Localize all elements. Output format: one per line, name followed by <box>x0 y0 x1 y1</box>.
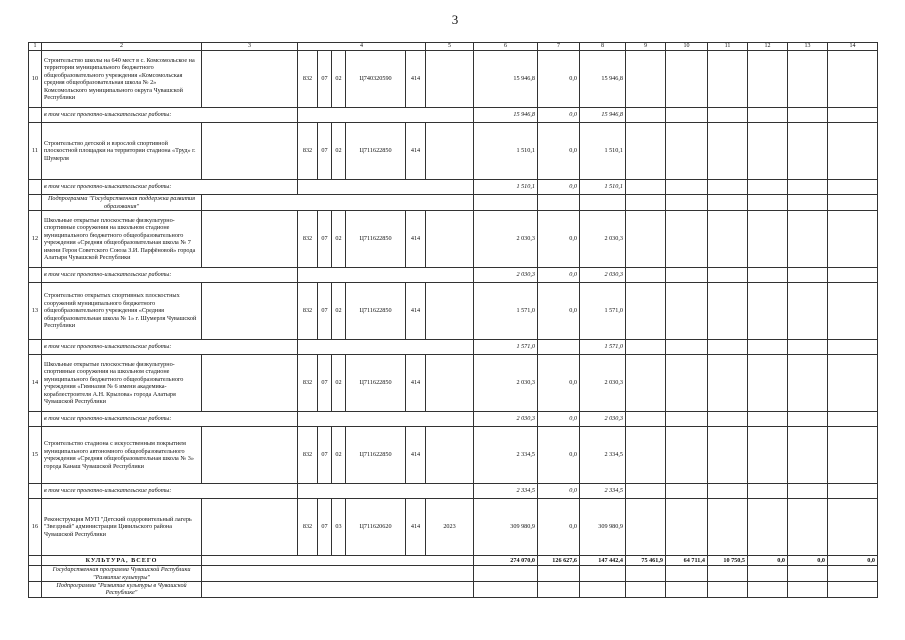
col3-cell <box>202 499 298 556</box>
rz-code: 07 <box>318 123 332 180</box>
csr-code: Ц711622850 <box>346 283 406 340</box>
value-cell: 0,0 <box>538 499 580 556</box>
header-cell: 8 <box>580 43 626 51</box>
value-cell <box>666 123 708 180</box>
empty-cell <box>538 195 580 211</box>
value-cell: 2 334,5 <box>474 427 538 484</box>
empty-cell <box>626 268 666 283</box>
empty-cell <box>474 581 538 597</box>
value-cell <box>626 123 666 180</box>
vr-code: 414 <box>406 499 426 556</box>
value-cell: 1 571,0 <box>474 283 538 340</box>
vr-code: 414 <box>406 123 426 180</box>
table-row <box>29 211 878 268</box>
value-cell <box>426 51 474 108</box>
empty-cell <box>298 180 474 195</box>
value-cell <box>828 51 878 108</box>
col3-cell <box>202 51 298 108</box>
empty-cell <box>202 581 474 597</box>
header-row <box>29 43 878 51</box>
program-row <box>29 581 878 597</box>
empty-cell <box>474 195 538 211</box>
empty-cell <box>788 484 828 499</box>
empty-cell <box>748 268 788 283</box>
value-cell <box>748 355 788 412</box>
subtotal-row <box>29 108 878 123</box>
header-cell: 9 <box>626 43 666 51</box>
value-cell <box>788 211 828 268</box>
empty-cell <box>626 340 666 355</box>
empty-cell <box>666 566 708 582</box>
empty-cell <box>298 340 474 355</box>
value-cell: 1 571,0 <box>474 340 538 355</box>
table-row <box>29 499 878 556</box>
csr-code: Ц711622850 <box>346 211 406 268</box>
empty-cell <box>748 566 788 582</box>
empty-cell <box>626 195 666 211</box>
value-cell <box>748 283 788 340</box>
empty-cell <box>748 108 788 123</box>
col3-cell <box>202 427 298 484</box>
pr-code: 02 <box>332 123 346 180</box>
empty-cell <box>828 484 878 499</box>
empty-cell <box>580 195 626 211</box>
value-cell: 274 070,0 <box>474 556 538 566</box>
col3-cell <box>202 123 298 180</box>
value-cell: 15 946,8 <box>474 51 538 108</box>
value-cell: 0,0 <box>538 268 580 283</box>
value-cell <box>708 51 748 108</box>
value-cell <box>788 355 828 412</box>
value-cell: 0,0 <box>538 123 580 180</box>
pr-code: 02 <box>332 355 346 412</box>
row-number: 14 <box>29 355 42 412</box>
value-cell: 0,0 <box>788 556 828 566</box>
value-cell: 2 334,5 <box>580 427 626 484</box>
header-cell: 1 <box>29 43 42 51</box>
header-cell: 13 <box>788 43 828 51</box>
empty-cell <box>202 556 474 566</box>
empty-cell <box>666 108 708 123</box>
empty-cell <box>708 195 748 211</box>
gr-code: 832 <box>298 211 318 268</box>
value-cell: 147 442,4 <box>580 556 626 566</box>
csr-code: Ц711620620 <box>346 499 406 556</box>
empty-cell <box>666 412 708 427</box>
value-cell: 0,0 <box>538 51 580 108</box>
table-row <box>29 427 878 484</box>
rz-code: 07 <box>318 427 332 484</box>
value-cell <box>828 427 878 484</box>
value-cell <box>708 123 748 180</box>
value-cell <box>748 51 788 108</box>
value-cell <box>708 499 748 556</box>
value-cell <box>426 283 474 340</box>
value-cell <box>828 211 878 268</box>
empty-cell <box>748 180 788 195</box>
value-cell <box>666 427 708 484</box>
subtotal-label: в том числе проектно-изыскательские работы: <box>42 180 298 195</box>
csr-code: Ц711622850 <box>346 355 406 412</box>
value-cell <box>426 211 474 268</box>
empty-cell <box>626 108 666 123</box>
empty-cell <box>788 180 828 195</box>
table-row <box>29 283 878 340</box>
value-cell <box>666 355 708 412</box>
value-cell <box>788 283 828 340</box>
csr-code: Ц711622850 <box>346 123 406 180</box>
object-name: Школьные открытые плоскостные физкультурно-спортивные сооружения на школьном стадионе муниципального бюджетного общеобразовательного учреждения «Гимназия № 6 имени академика-кораблестроителя А.Н. Крылова» города Алатыря Чувашской Республики <box>42 355 202 412</box>
header-cell: 12 <box>748 43 788 51</box>
value-cell: 2 030,3 <box>580 355 626 412</box>
empty-cell <box>202 195 474 211</box>
table-row <box>29 51 878 108</box>
value-cell: 0,0 <box>748 556 788 566</box>
value-cell <box>828 123 878 180</box>
empty-cell <box>29 195 42 211</box>
empty-cell <box>828 108 878 123</box>
value-cell: 10 750,5 <box>708 556 748 566</box>
empty-cell <box>538 566 580 582</box>
value-cell: 2 030,3 <box>580 412 626 427</box>
vr-code: 414 <box>406 283 426 340</box>
gr-code: 832 <box>298 123 318 180</box>
empty-cell <box>626 484 666 499</box>
empty-cell <box>748 581 788 597</box>
value-cell <box>626 211 666 268</box>
empty-cell <box>708 180 748 195</box>
subtotal-label: в том числе проектно-изыскательские работы: <box>42 412 298 427</box>
value-cell: 1 571,0 <box>580 283 626 340</box>
value-cell: 2 030,3 <box>580 268 626 283</box>
gr-code: 832 <box>298 51 318 108</box>
empty-cell <box>298 108 474 123</box>
empty-cell <box>708 268 748 283</box>
subtotal-row <box>29 180 878 195</box>
empty-cell <box>788 340 828 355</box>
value-cell: 2 334,5 <box>474 484 538 499</box>
value-cell: 0,0 <box>538 355 580 412</box>
empty-cell <box>298 268 474 283</box>
value-cell: 2 030,3 <box>474 355 538 412</box>
total-label: КУЛЬТУРА, ВСЕГО <box>42 556 202 566</box>
object-name: Школьные открытые плоскостные физкультурно-спортивные сооружения на школьном стадионе муниципального бюджетного общеобразовательного учреждения «Средняя общеобразовательная школа № 7 имени Героя Советского Союза З.И. Парфёновой» города Алатыря Чувашской Республики <box>42 211 202 268</box>
value-cell: 126 627,6 <box>538 556 580 566</box>
object-name: Реконструкция МУП "Детский оздоровительный лагерь "Звездный" администрации Цивильского района Чувашской Республики <box>42 499 202 556</box>
empty-cell <box>708 484 748 499</box>
value-cell <box>426 123 474 180</box>
value-cell <box>708 355 748 412</box>
value-cell: 309 980,9 <box>474 499 538 556</box>
empty-cell <box>788 581 828 597</box>
rz-code: 07 <box>318 51 332 108</box>
table-body <box>29 43 878 598</box>
empty-cell <box>828 268 878 283</box>
subtotal-label: в том числе проектно-изыскательские работы: <box>42 268 298 283</box>
pr-code: 03 <box>332 499 346 556</box>
empty-cell <box>748 484 788 499</box>
row-number: 10 <box>29 51 42 108</box>
gr-code: 832 <box>298 283 318 340</box>
empty-cell <box>298 484 474 499</box>
gr-code: 832 <box>298 499 318 556</box>
empty-cell <box>828 340 878 355</box>
empty-cell <box>788 108 828 123</box>
subtotal-label: в том числе проектно-изыскательские работы: <box>42 108 298 123</box>
value-cell: 2023 <box>426 499 474 556</box>
empty-cell <box>29 412 42 427</box>
value-cell: 2 030,3 <box>474 211 538 268</box>
header-cell: 5 <box>426 43 474 51</box>
value-cell: 2 030,3 <box>580 211 626 268</box>
header-cell: 7 <box>538 43 580 51</box>
value-cell: 1 510,1 <box>580 180 626 195</box>
empty-cell <box>708 566 748 582</box>
empty-cell <box>626 581 666 597</box>
program-label: Государственная программа Чувашской Республики "Развитие культуры" <box>42 566 202 582</box>
value-cell <box>748 499 788 556</box>
subtotal-row <box>29 340 878 355</box>
empty-cell <box>474 566 538 582</box>
vr-code: 414 <box>406 51 426 108</box>
subtotal-label: в том числе проектно-изыскательские работы: <box>42 484 298 499</box>
value-cell <box>626 51 666 108</box>
empty-cell <box>788 268 828 283</box>
empty-cell <box>29 581 42 597</box>
rz-code: 07 <box>318 355 332 412</box>
value-cell: 1 510,1 <box>580 123 626 180</box>
value-cell: 0,0 <box>538 484 580 499</box>
row-number: 11 <box>29 123 42 180</box>
col3-cell <box>202 283 298 340</box>
col3-cell <box>202 355 298 412</box>
value-cell: 0,0 <box>538 283 580 340</box>
value-cell <box>788 51 828 108</box>
empty-cell <box>29 340 42 355</box>
table-row <box>29 355 878 412</box>
empty-cell <box>828 180 878 195</box>
value-cell <box>666 499 708 556</box>
empty-cell <box>708 108 748 123</box>
empty-cell <box>666 581 708 597</box>
value-cell <box>626 355 666 412</box>
subtotal-row <box>29 484 878 499</box>
value-cell <box>788 123 828 180</box>
empty-cell <box>666 195 708 211</box>
value-cell <box>828 355 878 412</box>
empty-cell <box>666 268 708 283</box>
subtotal-row <box>29 268 878 283</box>
empty-cell <box>29 180 42 195</box>
empty-cell <box>828 412 878 427</box>
gr-code: 832 <box>298 427 318 484</box>
value-cell <box>708 283 748 340</box>
value-cell: 0,0 <box>538 427 580 484</box>
col3-cell <box>202 211 298 268</box>
value-cell: 15 946,8 <box>474 108 538 123</box>
value-cell: 15 946,8 <box>580 51 626 108</box>
empty-cell <box>708 340 748 355</box>
empty-cell <box>29 566 42 582</box>
vr-code: 414 <box>406 355 426 412</box>
empty-cell <box>626 566 666 582</box>
empty-cell <box>666 180 708 195</box>
object-name: Строительство школы на 640 мест в с. Комсомольское на территории муниципального бюджетного общеобразовательного учреждения «Комсомольская средняя общеобразовательная школа № 2» Комсомольского муниципального округа Чувашской Республики <box>42 51 202 108</box>
value-cell: 0,0 <box>538 211 580 268</box>
value-cell: 2 030,3 <box>474 268 538 283</box>
header-cell: 10 <box>666 43 708 51</box>
empty-cell <box>748 340 788 355</box>
pr-code: 02 <box>332 51 346 108</box>
total-row <box>29 556 878 566</box>
row-number: 13 <box>29 283 42 340</box>
value-cell: 0,0 <box>538 108 580 123</box>
empty-cell <box>538 581 580 597</box>
object-name: Строительство детской и взрослой спортивной плоскостной площадки на территории стадиона «Труд» г. Шумерля <box>42 123 202 180</box>
program-label: Подпрограмма "Развитие культуры в Чувашской Республике" <box>42 581 202 597</box>
value-cell: 1 571,0 <box>580 340 626 355</box>
page-number: 3 <box>451 12 459 27</box>
value-cell <box>788 427 828 484</box>
value-cell <box>666 51 708 108</box>
pr-code: 02 <box>332 427 346 484</box>
empty-cell <box>748 412 788 427</box>
value-cell: 75 461,9 <box>626 556 666 566</box>
csr-code: Ц740320590 <box>346 51 406 108</box>
empty-cell <box>298 412 474 427</box>
object-name: Строительство открытых спортивных плоскостных сооружений муниципального бюджетного общеобразовательного учреждения «Средняя общеобразовательная школа № 1» г. Шумерля Чувашской Республики <box>42 283 202 340</box>
empty-cell <box>828 566 878 582</box>
value-cell <box>828 499 878 556</box>
rz-code: 07 <box>318 211 332 268</box>
value-cell <box>666 283 708 340</box>
row-number: 15 <box>29 427 42 484</box>
vr-code: 414 <box>406 211 426 268</box>
empty-cell <box>828 195 878 211</box>
empty-cell <box>828 581 878 597</box>
value-cell <box>626 283 666 340</box>
program-row <box>29 566 878 582</box>
value-cell <box>748 211 788 268</box>
header-cell: 14 <box>828 43 878 51</box>
value-cell <box>426 427 474 484</box>
row-number: 12 <box>29 211 42 268</box>
header-cell: 6 <box>474 43 538 51</box>
value-cell <box>748 427 788 484</box>
empty-cell <box>708 581 748 597</box>
value-cell <box>666 211 708 268</box>
value-cell: 0,0 <box>538 180 580 195</box>
empty-cell <box>29 484 42 499</box>
value-cell <box>788 499 828 556</box>
value-cell: 1 510,1 <box>474 123 538 180</box>
empty-cell <box>626 180 666 195</box>
empty-cell <box>708 412 748 427</box>
header-cell: 3 <box>202 43 298 51</box>
pr-code: 02 <box>332 211 346 268</box>
value-cell <box>748 123 788 180</box>
empty-cell <box>626 412 666 427</box>
rz-code: 07 <box>318 499 332 556</box>
subtotal-row <box>29 412 878 427</box>
value-cell: 309 980,9 <box>580 499 626 556</box>
empty-cell <box>202 566 474 582</box>
value-cell: 64 711,4 <box>666 556 708 566</box>
pr-code: 02 <box>332 283 346 340</box>
empty-cell <box>666 484 708 499</box>
program-label: Подпрограмма "Государственная поддержка развития образования" <box>42 195 202 211</box>
value-cell: 2 334,5 <box>580 484 626 499</box>
program-row <box>29 195 878 211</box>
budget-table <box>28 42 878 598</box>
empty-cell <box>580 581 626 597</box>
empty-cell <box>666 340 708 355</box>
csr-code: Ц711622850 <box>346 427 406 484</box>
row-number: 16 <box>29 499 42 556</box>
empty-cell <box>748 195 788 211</box>
empty-cell <box>29 108 42 123</box>
value-cell <box>426 355 474 412</box>
header-cell: 2 <box>42 43 202 51</box>
empty-cell <box>788 566 828 582</box>
value-cell: 2 030,3 <box>474 412 538 427</box>
value-cell <box>626 499 666 556</box>
rz-code: 07 <box>318 283 332 340</box>
value-cell <box>828 283 878 340</box>
empty-cell <box>580 566 626 582</box>
value-cell <box>538 340 580 355</box>
vr-code: 414 <box>406 427 426 484</box>
header-cell: 4 <box>298 43 426 51</box>
value-cell <box>626 427 666 484</box>
empty-cell <box>788 195 828 211</box>
subtotal-label: в том числе проектно-изыскательские работы: <box>42 340 298 355</box>
empty-cell <box>29 556 42 566</box>
empty-cell <box>29 268 42 283</box>
empty-cell <box>788 412 828 427</box>
value-cell: 15 946,8 <box>580 108 626 123</box>
gr-code: 832 <box>298 355 318 412</box>
object-name: Строительство стадиона с искусственным покрытием муниципального автономного общеобразовательного учреждения «Средняя общеобразовательная школа № 3» города Канаш Чувашской Республики <box>42 427 202 484</box>
value-cell <box>708 427 748 484</box>
value-cell: 0,0 <box>538 412 580 427</box>
table-row <box>29 123 878 180</box>
value-cell: 1 510,1 <box>474 180 538 195</box>
value-cell: 0,0 <box>828 556 878 566</box>
value-cell <box>708 211 748 268</box>
header-cell: 11 <box>708 43 748 51</box>
